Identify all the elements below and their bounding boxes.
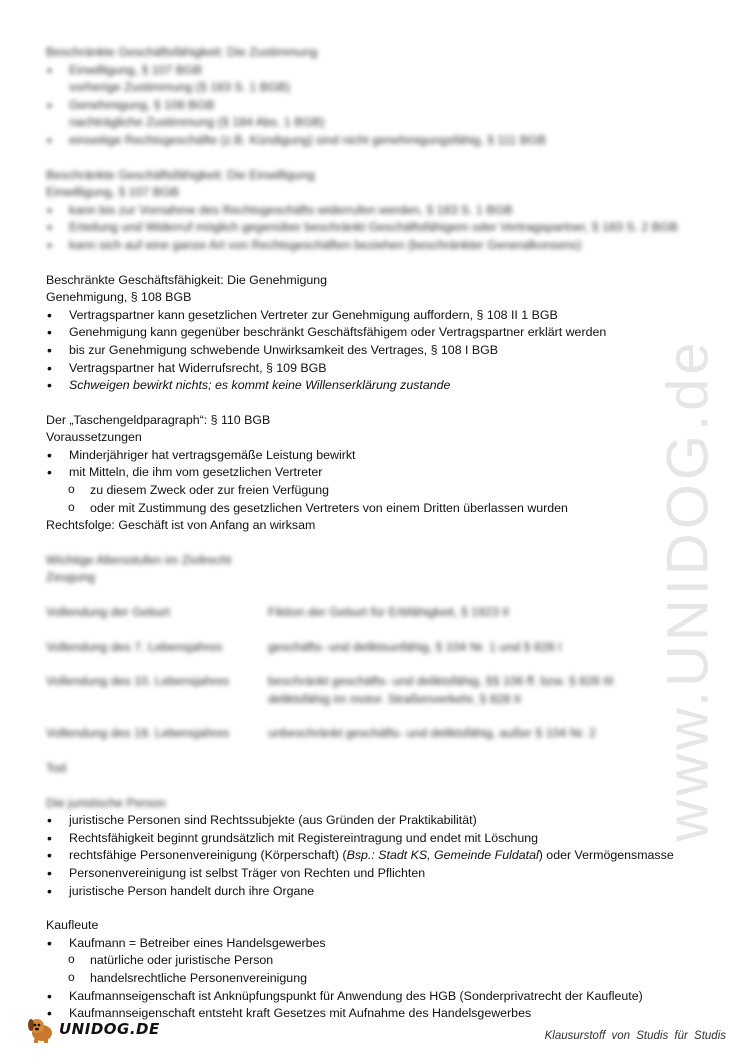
logo-text: UNIDOG.DE — [59, 1020, 160, 1038]
list-item: • Personenvereinigung ist selbst Träger von Rechten und Pflichten — [46, 865, 696, 883]
age-row: Vollendung des 10. Lebensjahres beschränkt geschäfts- und deliktsfähig, §§ 106 ff. bzw. § 828 III deliktsfähig im motor. Straßenverkehr, § 828 II — [46, 674, 614, 706]
bullet-list — [46, 202, 696, 255]
list-item: • rechtsfähige Personenvereinigung (Körperschaft) (Bsp.: Stadt KS, Gemeinde Fuldatal) oder Vermögensmasse — [46, 847, 696, 865]
section-altersstufen — [46, 552, 696, 778]
section-subtitle: Zeugung — [46, 570, 95, 585]
sub-list-item: o oder mit Zustimmung des gesetzlichen Vertreters von einem Dritten überlassen wurden — [46, 500, 696, 518]
bullet-list — [46, 62, 696, 150]
sub-list-item: o zu diesem Zweck oder zur freien Verfügung — [46, 482, 696, 500]
section-title: Die juristische Person — [46, 795, 166, 810]
section-title: Kaufleute — [46, 918, 99, 933]
unidog-logo[interactable] — [26, 1014, 160, 1044]
list-item: • einseitige Rechtsgeschäfte (z.B. Kündigung) sind nicht genehmigungsfähig, § 111 BGB — [46, 132, 696, 150]
section-title: Beschränkte Geschäftsfähigkeit: Die Zustimmung — [46, 45, 318, 59]
bullet-list — [46, 812, 696, 900]
sub-list-item: o natürliche oder juristische Person — [46, 952, 696, 970]
list-item: • bis zur Genehmigung schwebende Unwirksamkeit des Vertrages, § 108 I BGB — [46, 342, 696, 360]
list-item: • kann sich auf eine ganze Art von Rechtsgeschäften beziehen (beschränkter Generalkonsens) — [46, 237, 696, 255]
list-item: • Einwilligung, § 107 BGB vorherige Zustimmung (§ 183 S. 1 BGB) — [46, 62, 696, 97]
age-row: Vollendung der Geburt Fiktion der Geburt für Erbfähigkeit, § 1923 II — [46, 605, 510, 620]
footer-tagline: Klausurstoff von Studis für Studis — [544, 1030, 726, 1042]
document-content — [46, 44, 696, 1040]
section-genehmigung — [46, 272, 696, 395]
bullet-list — [46, 447, 696, 517]
list-item: • Schweigen bewirkt nichts; es kommt keine Willenserklärung zustande — [46, 377, 696, 395]
section-title: Beschränkte Geschäftsfähigkeit: Die Genehmigung — [46, 272, 328, 287]
list-item: • kann bis zur Vornahme des Rechtsgeschäfts widerrufen werden, § 183 S. 1 BGB — [46, 202, 696, 220]
section-subtitle: Einwilligung, § 107 BGB — [46, 185, 179, 200]
sub-list-item: o handelsrechtliche Personenvereinigung — [46, 970, 696, 988]
list-item: • Vertragspartner hat Widerrufsrecht, § 109 BGB — [46, 360, 696, 378]
age-table — [46, 604, 696, 778]
section-einwilligung — [46, 167, 696, 255]
list-item: • Rechtsfähigkeit beginnt grundsätzlich mit Registereintragung und endet mit Löschung — [46, 830, 696, 848]
list-item: • Kaufmannseigenschaft ist Anknüpfungspunkt für Anwendung des HGB (Sonderprivatrecht der Kaufleute) — [46, 988, 696, 1006]
list-item: • Genehmigung, § 108 BGB nachträgliche Zustimmung (§ 184 Abs. 1 BGB) — [46, 97, 696, 132]
list-item: • juristische Person handelt durch ihre Organe — [46, 883, 696, 901]
dog-icon — [26, 1014, 56, 1044]
section-kaufleute — [46, 917, 696, 1023]
section-zustimmung — [46, 44, 696, 150]
age-row: Vollendung des 18. Lebensjahres unbeschränkt geschäfts- und deliktsfähig, außer § 104 Nr. 2 — [46, 726, 596, 741]
section-juristische-person — [46, 795, 696, 901]
section-subtitle: Genehmigung, § 108 BGB — [46, 290, 192, 305]
list-item: • Minderjähriger hat vertragsgemäße Leistung bewirkt — [46, 447, 696, 465]
list-item: • juristische Personen sind Rechtssubjekte (aus Gründen der Praktikabilität) — [46, 812, 696, 830]
bullet-list — [46, 935, 696, 1023]
section-subtitle: Voraussetzungen — [46, 430, 142, 445]
watermark: www.UNIDOG.de — [655, 338, 721, 842]
rechtsfolge: Rechtsfolge: Geschäft ist von Anfang an wirksam — [46, 518, 316, 533]
bullet-list — [46, 307, 696, 395]
section-title: Beschränkte Geschäftsfähigkeit: Die Einwilligung — [46, 167, 315, 182]
age-row: Vollendung des 7. Lebensjahres geschäfts- und deliktsunfähig, § 104 Nr. 1 und § 828 I — [46, 639, 562, 654]
list-item: • mit Mitteln, die ihm vom gesetzlichen Vertreter — [46, 464, 696, 482]
list-item: • Vertragspartner kann gesetzlichen Vertreter zur Genehmigung auffordern, § 108 II 1 BGB — [46, 307, 696, 325]
section-title: Wichtige Altersstufen im Zivilrecht — [46, 552, 232, 567]
section-title: Der „Taschengeldparagraph“: § 110 BGB — [46, 412, 271, 427]
age-row: Tod — [46, 761, 66, 775]
list-item: • Kaufmannseigenschaft entsteht kraft Gesetzes mit Aufnahme des Handelsgewerbes — [46, 1005, 696, 1023]
list-item: • Kaufmann = Betreiber eines Handelsgewerbes — [46, 935, 696, 953]
list-item: • Erteilung und Widerruf möglich gegenüber beschränkt Geschäftsfähigem oder Vertragspartner, § 183 S. 2 BGB — [46, 219, 696, 237]
list-item: • Genehmigung kann gegenüber beschränkt Geschäftsfähigem oder Vertragspartner erklärt werden — [46, 324, 696, 342]
section-taschengeld — [46, 412, 696, 535]
